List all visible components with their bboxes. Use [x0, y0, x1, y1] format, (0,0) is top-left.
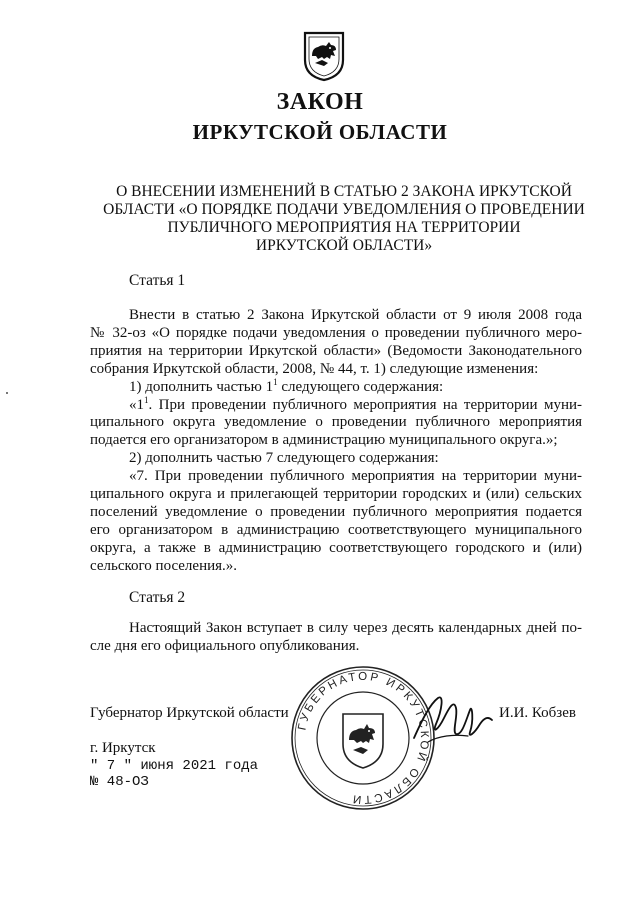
article-1-heading: Статья 1	[129, 272, 186, 289]
quote-line: поселений уведомление о проведении публичного мероприятия подается	[90, 503, 582, 520]
paragraph-line: приятия на территории Иркутской области» (Ведомости Законодательного	[90, 342, 582, 359]
subject-line: ИРКУТСКОЙ ОБЛАСТИ»	[255, 237, 433, 254]
quote-line: «7. При проведении публичного мероприятия на территории муни-	[129, 468, 582, 485]
signatory-name: И.И. Кобзев	[499, 705, 576, 721]
amendment-item-2: 2) дополнить частью 7 следующего содержания:	[129, 450, 439, 467]
quote-line	[90, 394, 582, 415]
item-text: следующего содержания:	[277, 378, 444, 395]
paragraph-line: Настоящий Закон вступает в силу через десять календарных дней по-	[129, 620, 582, 636]
item-text: 1) дополнить частью 1	[129, 378, 274, 395]
quote-text: . При проведении публичного мероприятия на территории муни-	[148, 396, 582, 413]
paragraph-line: сле дня его официального опубликования.	[90, 637, 360, 654]
article-1-body	[90, 307, 582, 576]
law-number: № 48-ОЗ	[90, 774, 149, 790]
superscript: 1	[273, 376, 278, 387]
coat-of-arms-icon	[302, 30, 346, 82]
quote-line: округа, а также в администрацию соответствующего городского и (или)	[90, 539, 582, 556]
quote-text: «1	[129, 396, 144, 413]
superscript: 1	[144, 394, 149, 405]
seal-text: ГУБЕРНАТОР ИРКУТСКОЙ ОБЛАСТИ	[296, 670, 431, 806]
subject-line: О ВНЕСЕНИИ ИЗМЕНЕНИЙ В СТАТЬЮ 2 ЗАКОНА ИРКУТСКОЙ	[116, 183, 572, 200]
quote-line: ципального округа и прилегающей территории городских и (или) сельских	[90, 486, 582, 503]
quote-line: его организатором в администрацию соответствующего муниципального	[90, 521, 582, 538]
paragraph-line: № 32-оз «О порядке подачи уведомления о проведении публичного меро-	[90, 324, 582, 341]
subject-line: ОБЛАСТИ «О ПОРЯДКЕ ПОДАЧИ УВЕДОМЛЕНИЯ О ПРОВЕДЕНИИ	[103, 201, 585, 218]
signatory-position: Губернатор Иркутской области	[90, 705, 289, 721]
signing-date: " 7 " июня 2021 года	[90, 758, 259, 774]
paragraph-line: Внести в статью 2 Закона Иркутской области от 9 июля 2008 года	[129, 307, 582, 323]
law-subject	[96, 183, 592, 255]
quote-line: ципального округа уведомление о проведении публичного мероприятия	[90, 414, 582, 431]
article-2-body	[90, 620, 582, 656]
seal-coat-of-arms-icon	[343, 714, 383, 768]
quote-line: подается его организатором в администрацию муниципального округа.»;	[90, 432, 558, 449]
document-type-title: ЗАКОН	[276, 89, 364, 115]
region-title: ИРКУТСКОЙ ОБЛАСТИ	[192, 120, 448, 144]
paragraph-line: собрания Иркутской области, 2008, № 44, т. 1) следующие изменения:	[90, 360, 539, 377]
amendment-item-1	[90, 376, 582, 397]
article-2-heading: Статья 2	[129, 589, 186, 606]
handwritten-signature	[408, 680, 498, 756]
subject-line: ПУБЛИЧНОГО МЕРОПРИЯТИЯ НА ТЕРРИТОРИИ	[167, 219, 521, 236]
quote-line: сельского поселения.».	[90, 557, 238, 574]
city-of-signing: г. Иркутск	[90, 740, 156, 756]
scan-speck	[6, 392, 8, 394]
